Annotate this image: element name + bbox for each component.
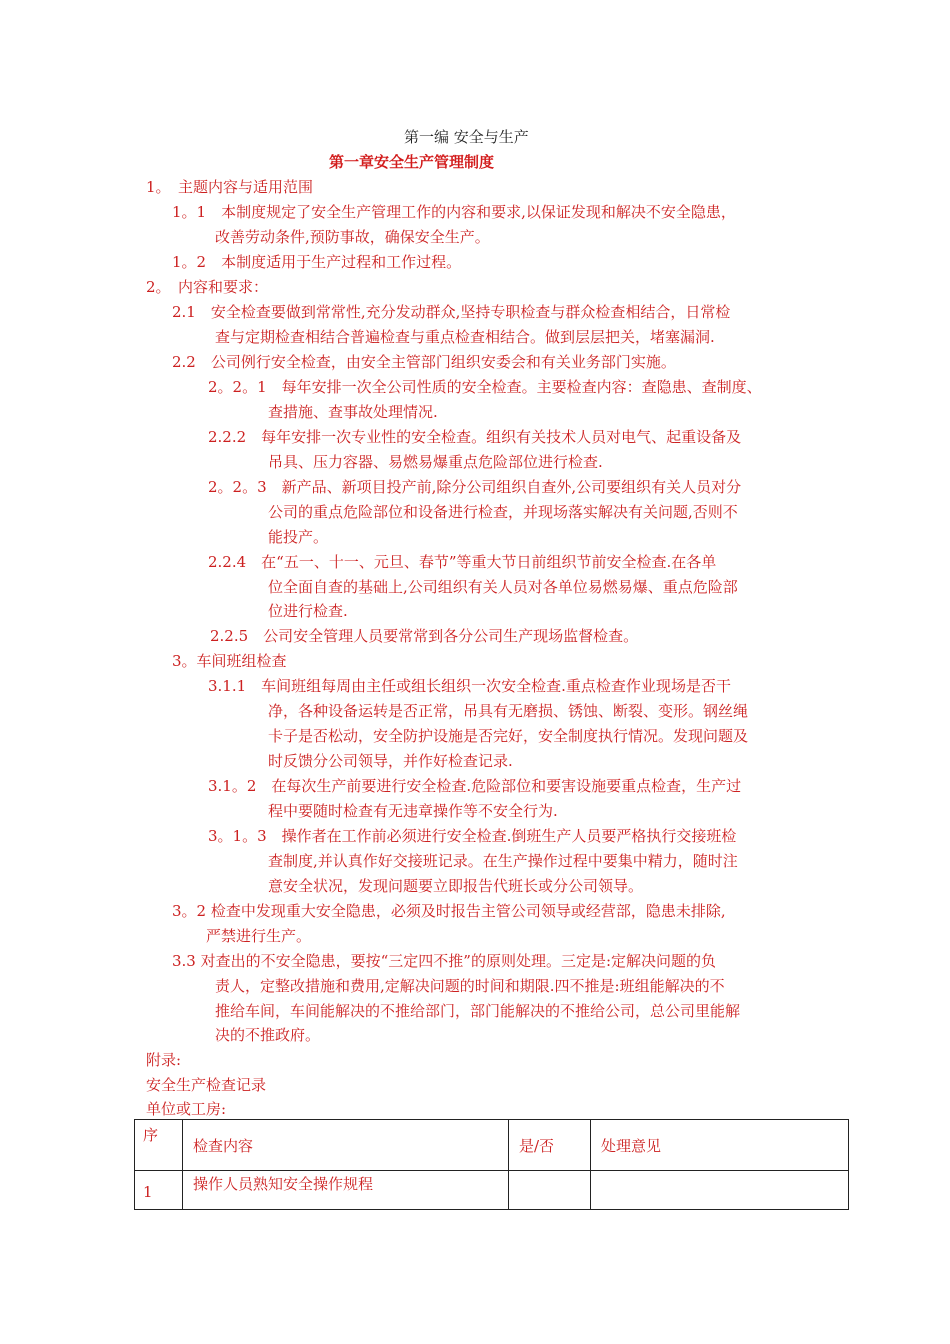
unit-label: 单位或工房: <box>146 1100 227 1118</box>
line-3-1-1: 3.1.1 车间班组每周由主任或组长组织一次安全检查.重点检查作业现场是否干 <box>208 677 731 695</box>
line-2-2: 2.2 公司例行安全检查，由安全主管部门组织安委会和有关业务部门实施。 <box>172 353 676 371</box>
line-3-3: 3.3 对查出的不安全隐患，要按“三定四不推”的原则处理。三定是:定解决问题的负 <box>172 952 717 970</box>
line-3-1-2: 3.1。2 在每次生产前要进行安全检查.危险部位和要害设施要重点检查，生产过 <box>208 777 742 795</box>
line-3-1-1-cont2: 卡子是否松动，安全防护设施是否完好，安全制度执行情况。发现问题及 <box>268 727 749 745</box>
line-2-2-4: 2.2.4 在“五一、十一、元旦、春节”等重大节日前组织节前安全检查.在各单 <box>208 553 717 571</box>
line-3-1-3-cont2: 意安全状况，发现问题要立即报告代班长或分公司领导。 <box>268 877 644 895</box>
line-2-1-cont: 查与定期检查相结合普遍检查与重点检查相结合。做到层层把关，堵塞漏洞. <box>215 328 715 346</box>
line-2-1: 2.1 安全检查要做到常常性,充分发动群众,坚持专职检查与群众检查相结合，日常检 <box>172 303 731 321</box>
line-3: 3。车间班组检查 <box>172 652 287 670</box>
row-content: 操作人员熟知安全操作规程 <box>193 1175 374 1193</box>
header-seq: 序 <box>143 1126 159 1144</box>
line-1-1: 1。1 本制度规定了安全生产管理工作的内容和要求,以保证发现和解决不安全隐患， <box>172 203 736 221</box>
line-2-2-3-cont2: 能投产。 <box>268 528 329 546</box>
appendix-label: 附录: <box>146 1051 182 1069</box>
line-3-3-cont3: 决的不推政府。 <box>215 1026 321 1044</box>
part-title: 第一编 安全与生产 <box>404 128 529 146</box>
line-3-2-cont: 严禁进行生产。 <box>206 927 312 945</box>
row-handling[interactable] <box>591 1171 848 1179</box>
chapter-title: 第一章安全生产管理制度 <box>329 153 495 171</box>
line-1: 1。 主题内容与适用范围 <box>146 178 314 196</box>
line-3-1-1-cont3: 时反馈分公司领导，并作好检查记录. <box>268 752 513 770</box>
table-header-row <box>135 1120 849 1171</box>
inspection-record-table <box>134 1119 849 1210</box>
table-row <box>135 1171 849 1210</box>
line-2-2-4-cont2: 位进行检查. <box>268 602 348 620</box>
line-2-2-5: 2.2.5 公司安全管理人员要常常到各分公司生产现场监督检查。 <box>210 627 639 645</box>
line-3-3-cont2: 推给车间，车间能解决的不推给部门，部门能解决的不推给公司，总公司里能解 <box>215 1002 741 1020</box>
line-2-2-1-cont: 查措施、查事故处理情况. <box>268 403 438 421</box>
line-2-2-4-cont1: 位全面自查的基础上,公司组织有关人员对各单位易燃易爆、重点危险部 <box>268 578 738 596</box>
line-3-1-1-cont1: 净，各种设备运转是否正常，吊具有无磨损、锈蚀、断裂、变形。钢丝绳 <box>268 702 749 720</box>
line-2-2-3-cont1: 公司的重点危险部位和设备进行检查，并现场落实解决有关问题,否则不 <box>268 503 738 521</box>
row-yes-no[interactable] <box>509 1171 590 1179</box>
line-1-2: 1。2 本制度适用于生产过程和工作过程。 <box>172 253 462 271</box>
line-2-2-2: 2.2.2 每年安排一次专业性的安全检查。组织有关技术人员对电气、起重设备及 <box>208 428 742 446</box>
row-seq: 1 <box>143 1183 153 1201</box>
line-2-2-3: 2。2。3 新产品、新项目投产前,除分公司组织自查外,公司要组织有关人员对分 <box>208 478 742 496</box>
record-title: 安全生产检查记录 <box>146 1076 267 1094</box>
header-handling: 处理意见 <box>601 1137 662 1155</box>
line-3-3-cont1: 责人，定整改措施和费用,定解决问题的时间和期限.四不推是:班组能解决的不 <box>215 977 725 995</box>
line-2: 2。 内容和要求： <box>146 278 269 296</box>
line-3-1-3-cont1: 查制度,并认真作好交接班记录。在生产操作过程中要集中精力，随时注 <box>268 852 738 870</box>
line-3-1-2-cont: 程中要随时检查有无违章操作等不安全行为. <box>268 802 558 820</box>
line-3-2: 3。2 检查中发现重大安全隐患，必须及时报告主管公司领导或经营部，隐患未排除, <box>172 902 726 920</box>
header-content: 检查内容 <box>193 1137 254 1155</box>
line-1-1-cont: 改善劳动条件,预防事故，确保安全生产。 <box>215 228 490 246</box>
line-2-2-2-cont: 吊具、压力容器、易燃易爆重点危险部位进行检查. <box>268 453 603 471</box>
line-3-1-3: 3。1。3 操作者在工作前必须进行安全检查.倒班生产人员要严格执行交接班检 <box>208 827 737 845</box>
line-2-2-1: 2。2。1 每年安排一次全公司性质的安全检查。主要检查内容：查隐患、查制度、 <box>208 378 762 396</box>
header-yes-no: 是/否 <box>519 1137 555 1155</box>
